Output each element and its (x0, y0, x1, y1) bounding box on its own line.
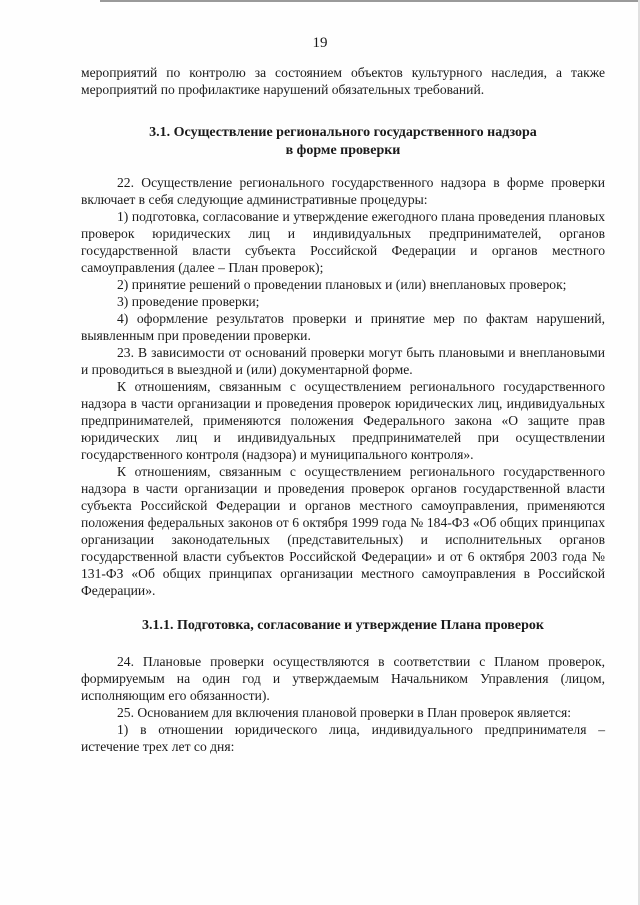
paragraph-24: 24. Плановые проверки осуществляются в соответствии с Планом проверок, формируемым на один год и утверждаемым Начальником Управления (лицом, исполняющим его обязанности). (81, 654, 605, 703)
section-heading-3-1-1: 3.1.1. Подготовка, согласование и утверждение Плана проверок (142, 618, 544, 633)
list-item-1: 1) подготовка, согласование и утверждение ежегодного плана проведения плановых проверок юридических лиц и индивидуальных предпринимателей, органов государственной власти субъекта Российской Федерации и органов местного самоуправления (далее – План проверок); (81, 209, 605, 275)
section-heading-3-1-line1: 3.1. Осуществление регионального государственного надзора (149, 125, 537, 140)
scan-edge-top (100, 0, 640, 2)
intro-paragraph: мероприятий по контролю за состоянием объектов культурного наследия, а также мероприятий по профилактике нарушений обязательных требований. (81, 65, 605, 97)
section-heading-3-1 (81, 124, 605, 160)
list-item-2: 2) принятие решений о проведении плановых и (или) внеплановых проверок; (117, 277, 567, 292)
list-item-4: 4) оформление результатов проверки и принятие мер по фактам нарушений, выявленным при проведении проверки. (81, 311, 605, 343)
paragraph-25-item-1: 1) в отношении юридического лица, индивидуального предпринимателя – истечение трех лет со дня: (81, 722, 605, 754)
paragraph-22: 22. Осуществление регионального государственного надзора в форме проверки включает в себя следующие административные процедуры: (81, 175, 605, 207)
page-number: 19 (312, 35, 328, 51)
paragraph-relations-business: К отношениям, связанным с осуществлением регионального государственного надзора в части организации и проведения проверок юридических лиц, индивидуальных предпринимателей, применяются положения Федерального закона «О защите прав юридических лиц и индивидуальных предпринимателей при осуществлении государственного контроля (надзора) и муниципального контроля». (81, 379, 605, 462)
paragraph-25: 25. Основанием для включения плановой проверки в План проверок является: (117, 705, 572, 720)
list-item-3: 3) проведение проверки; (117, 294, 260, 309)
section-heading-3-1-line2: в форме проверки (285, 143, 401, 158)
paragraph-relations-authorities: К отношениям, связанным с осуществлением регионального государственного надзора в части организации и проведения проверок органов государственной власти субъекта Российской Федерации и органов местного самоуправления, применяются положения федеральных законов от 6 октября 1999 года № 184-ФЗ «Об общих принципах организации законодательных (представительных) и исполнительных органов государственной власти субъектов Российской Федерации» и от 6 октября 2003 года № 131-ФЗ «Об общих принципах организации местного самоуправления в Российской Федерации». (81, 464, 605, 598)
paragraph-23: 23. В зависимости от оснований проверки могут быть плановыми и внеплановыми и проводиться в выездной и (или) документарной форме. (81, 345, 605, 377)
document-body (81, 64, 605, 755)
